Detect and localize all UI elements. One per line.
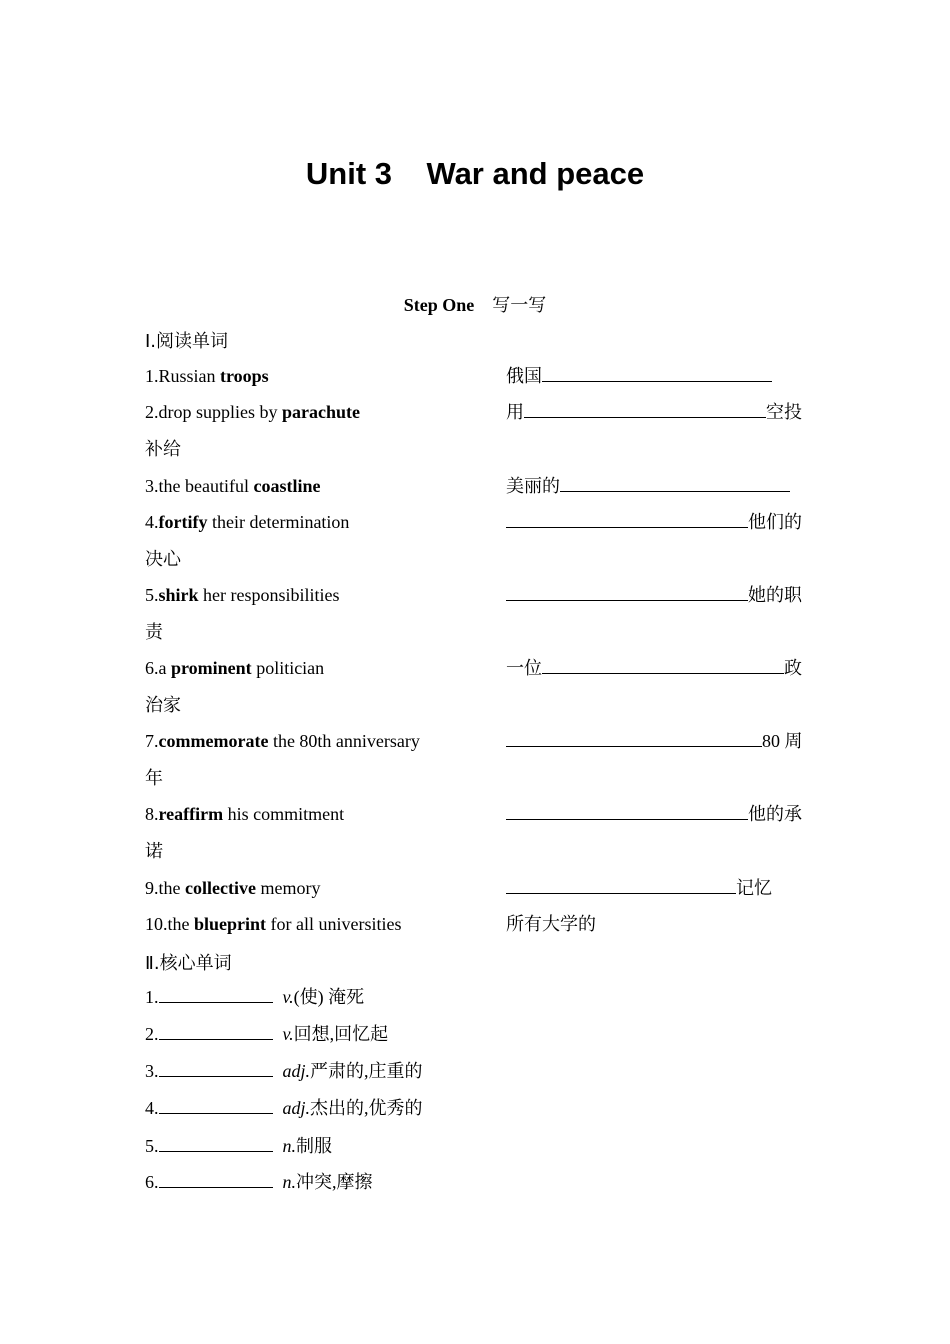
core-item-1: 1. v.(使) 淹死 — [145, 987, 365, 1007]
answer-blank[interactable] — [506, 583, 748, 601]
reading-item-2-zh: 用 空投 — [506, 402, 802, 422]
step-heading — [0, 291, 950, 317]
reading-item-3-en: 3.the beautiful coastline — [145, 476, 321, 496]
core-item-3: 3. adj.严肃的,庄重的 — [145, 1061, 423, 1081]
answer-blank[interactable] — [506, 876, 736, 894]
reading-item-5-wrap: 责 — [145, 622, 163, 642]
answer-blank[interactable] — [159, 1170, 273, 1188]
reading-item-5-zh: 她的职 — [506, 583, 802, 607]
reading-item-8-en: 8.reaffirm his commitment — [145, 804, 345, 824]
step-label: Step One — [403, 295, 475, 315]
reading-item-6-zh: 一位 政 — [506, 658, 802, 678]
reading-item-8-wrap: 诺 — [145, 841, 163, 861]
core-item-6: 6. n.冲突,摩擦 — [145, 1172, 373, 1192]
reading-item-1-zh: 俄国 — [506, 364, 772, 388]
answer-blank[interactable] — [159, 985, 273, 1003]
reading-item-5-en: 5.shirk her responsibilities — [145, 585, 340, 605]
answer-blank[interactable] — [560, 474, 790, 492]
answer-blank[interactable] — [506, 510, 748, 528]
reading-item-4-wrap: 决心 — [145, 549, 181, 569]
reading-item-8-zh: 他的承 — [506, 802, 802, 826]
answer-blank[interactable] — [159, 1134, 273, 1152]
answer-blank[interactable] — [159, 1096, 273, 1114]
reading-item-4-zh: 他们的 — [506, 510, 802, 534]
reading-item-4-en: 4.fortify their determination — [145, 512, 350, 532]
core-item-2: 2. v.回想,回忆起 — [145, 1024, 389, 1044]
answer-blank[interactable] — [159, 1059, 273, 1077]
answer-blank[interactable] — [159, 1022, 273, 1040]
reading-item-1-en: 1.Russian troops — [145, 366, 269, 386]
page-title: Unit 3 War and peace — [305, 156, 645, 191]
reading-item-6-wrap: 治家 — [145, 695, 181, 715]
reading-item-2-wrap: 补给 — [145, 439, 181, 459]
reading-item-9-zh: 记忆 — [506, 876, 772, 900]
reading-item-9-en: 9.the collective memory — [145, 878, 321, 898]
reading-item-10-zh: 所有大学的 — [506, 914, 596, 934]
answer-blank[interactable] — [506, 729, 762, 747]
reading-item-2-en: 2.drop supplies by parachute — [145, 402, 360, 422]
answer-blank[interactable] — [542, 656, 784, 674]
answer-blank[interactable] — [524, 400, 766, 418]
answer-blank[interactable] — [506, 802, 748, 820]
section-reading-heading: Ⅰ.阅读单词 — [145, 331, 229, 352]
reading-item-10-en: 10.the blueprint for all universities — [145, 914, 402, 934]
reading-item-6-en: 6.a prominent politician — [145, 658, 325, 678]
core-item-4: 4. adj.杰出的,优秀的 — [145, 1098, 423, 1118]
section-core-heading: Ⅱ.核心单词 — [145, 953, 232, 974]
answer-blank[interactable] — [542, 364, 772, 382]
reading-item-3-zh: 美丽的 — [506, 474, 790, 498]
reading-item-7-en: 7.commemorate the 80th anniversary — [145, 731, 420, 751]
core-item-5: 5. n.制服 — [145, 1136, 332, 1156]
step-cn: 写一写 — [492, 295, 547, 315]
reading-item-7-wrap: 年 — [145, 768, 163, 788]
reading-item-7-zh: 80 周 — [506, 729, 803, 753]
